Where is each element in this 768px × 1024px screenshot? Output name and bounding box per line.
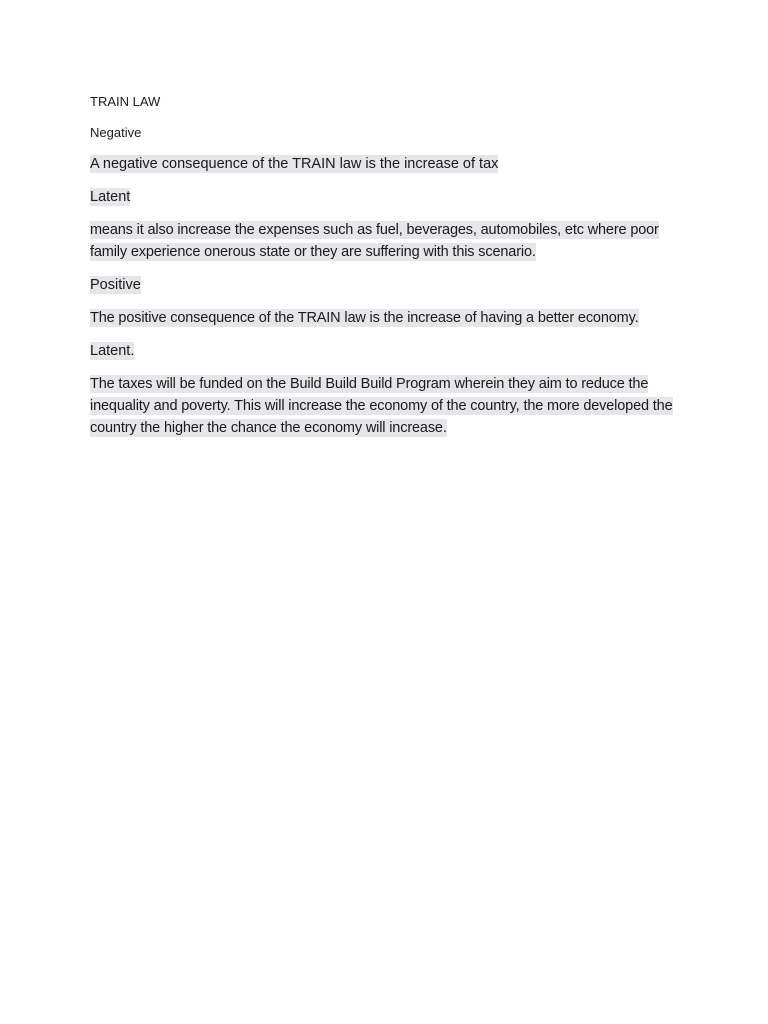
negative-latent-paragraph [90, 219, 680, 263]
positive-latent-label-paragraph [90, 340, 680, 362]
positive-heading: Positive [90, 277, 141, 293]
positive-heading-paragraph [90, 274, 680, 296]
negative-latent-text: means it also increase the expenses such as fuel, beverages, automobiles, etc where poor family experience onerous state or they are suffering with this scenario. [90, 222, 659, 260]
positive-consequence-paragraph [90, 307, 680, 329]
document-title: TRAIN LAW [90, 94, 161, 109]
negative-consequence-paragraph [90, 153, 680, 175]
positive-latent-text: The taxes will be funded on the Build Build Build Program wherein they aim to reduce the inequality and poverty. This will increase the economy of the country, the more developed the country the higher the chance the economy will increase. [90, 376, 673, 436]
negative-latent-label: Latent [90, 189, 131, 205]
positive-latent-paragraph [90, 373, 680, 439]
document-body [90, 93, 680, 450]
negative-heading: Negative [90, 125, 142, 140]
negative-latent-label-paragraph [90, 186, 680, 208]
positive-latent-label: Latent. [90, 343, 135, 359]
positive-consequence-text: The positive consequence of the TRAIN law is the increase of having a better economy. [90, 310, 639, 326]
negative-consequence-text: A negative consequence of the TRAIN law is the increase of tax [90, 156, 499, 172]
